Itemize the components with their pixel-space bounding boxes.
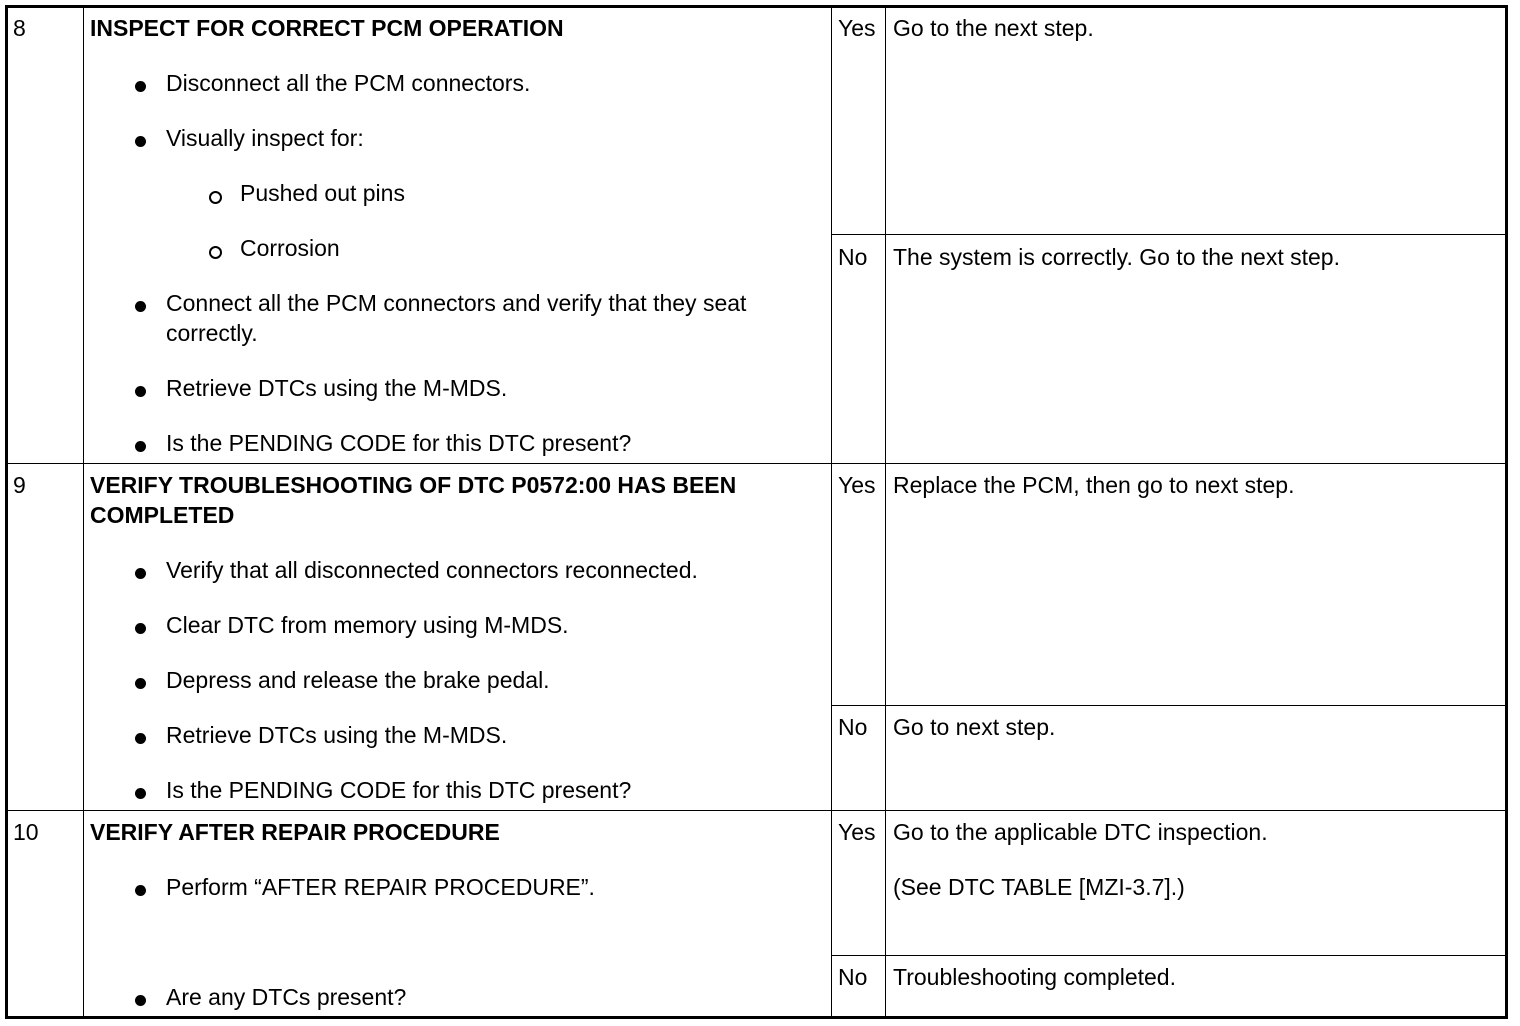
- bullet-icon: [135, 136, 146, 147]
- column-divider-inspection: [831, 8, 832, 1016]
- inspection-subitem: Pushed out pins: [240, 180, 405, 206]
- yes-no-divider-10: [832, 955, 1505, 956]
- bullet-icon: [135, 441, 146, 452]
- no-action: Troubleshooting completed.: [893, 964, 1176, 990]
- bullet-icon: [135, 733, 146, 744]
- bullet-icon: [135, 386, 146, 397]
- bullet-icon: [135, 301, 146, 312]
- inspection-question: Is the PENDING CODE for this DTC present?: [166, 430, 632, 456]
- step-number: 10: [13, 819, 39, 845]
- inspection-item: Perform “AFTER REPAIR PROCEDURE”.: [166, 874, 595, 900]
- yes-action: Go to the next step.: [893, 15, 1094, 41]
- inspection-item: Retrieve DTCs using the M-MDS.: [166, 375, 508, 401]
- bullet-icon: [135, 623, 146, 634]
- yes-action: Go to the applicable DTC inspection.: [893, 819, 1268, 845]
- yes-label: Yes: [838, 472, 876, 498]
- column-divider-step: [83, 8, 84, 1016]
- inspection-item: Connect all the PCM connectors and verify that they seat correctly.: [166, 290, 747, 346]
- step-title: VERIFY TROUBLESHOOTING OF DTC P0572:00 HAS BEEN COMPLETED: [90, 472, 737, 528]
- yes-action: Replace the PCM, then go to next step.: [893, 472, 1295, 498]
- inspection-item: Depress and release the brake pedal.: [166, 667, 550, 693]
- inspection-item: Clear DTC from memory using M-MDS.: [166, 612, 569, 638]
- no-label: No: [838, 714, 868, 740]
- yes-label: Yes: [838, 15, 876, 41]
- no-label: No: [838, 964, 868, 990]
- yes-no-divider-8: [832, 234, 1505, 235]
- bullet-icon: [135, 81, 146, 92]
- step-title: VERIFY AFTER REPAIR PROCEDURE: [90, 819, 500, 845]
- inspection-item: Verify that all disconnected connectors reconnected.: [166, 557, 698, 583]
- bullet-icon: [135, 885, 146, 896]
- yes-label: Yes: [838, 819, 876, 845]
- sub-bullet-icon: [209, 246, 222, 259]
- step-number: 9: [13, 472, 26, 498]
- inspection-item: Retrieve DTCs using the M-MDS.: [166, 722, 508, 748]
- step-number: 8: [13, 15, 26, 41]
- row-divider-8-9: [8, 463, 1505, 464]
- row-divider-9-10: [8, 810, 1505, 811]
- step-title: INSPECT FOR CORRECT PCM OPERATION: [90, 15, 564, 41]
- sub-bullet-icon: [209, 191, 222, 204]
- troubleshooting-table: [5, 5, 1508, 1019]
- yes-no-divider-9: [832, 705, 1505, 706]
- yes-action-reference: (See DTC TABLE [MZI-3.7].): [893, 874, 1185, 900]
- bullet-icon: [135, 678, 146, 689]
- no-label: No: [838, 244, 868, 270]
- inspection-subitem: Corrosion: [240, 235, 340, 261]
- inspection-item: Disconnect all the PCM connectors.: [166, 70, 531, 96]
- bullet-icon: [135, 995, 146, 1006]
- bullet-icon: [135, 568, 146, 579]
- inspection-question: Is the PENDING CODE for this DTC present?: [166, 777, 632, 803]
- inspection-question: Are any DTCs present?: [166, 984, 407, 1010]
- no-action: The system is correctly. Go to the next step.: [893, 244, 1340, 270]
- inspection-item: Visually inspect for:: [166, 125, 364, 151]
- bullet-icon: [135, 788, 146, 799]
- no-action: Go to next step.: [893, 714, 1056, 740]
- column-divider-result: [885, 8, 886, 1016]
